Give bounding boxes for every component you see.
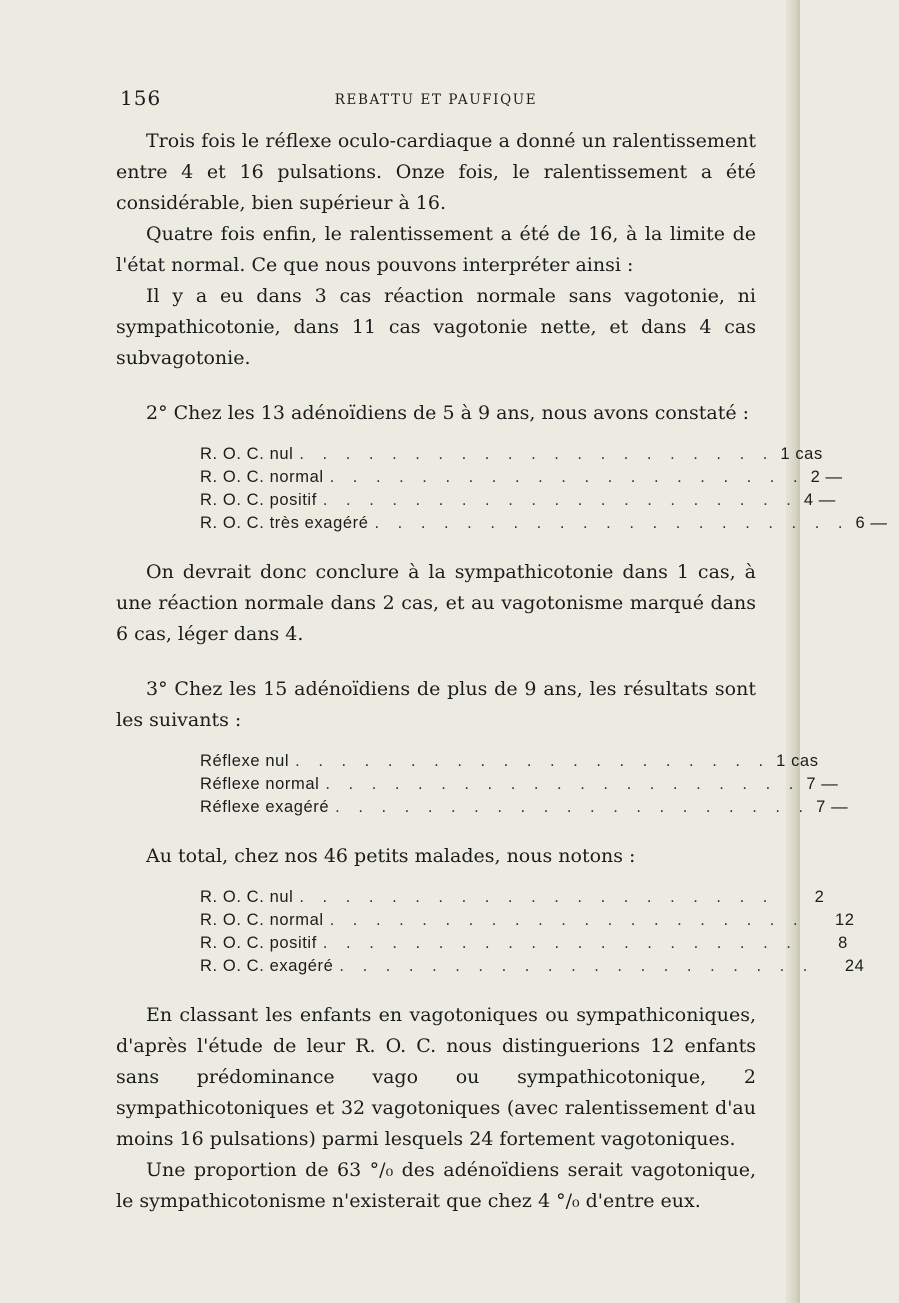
leader-dots: . . . . . . . . . . . . . . . . . . . . .: [322, 491, 798, 509]
paragraph: En classant les enfants en vagotoniques ou sympathiconiques, d'après l'étude de leur R. O. C. nous distinguerions 12 enfants sans prédominance vago ou sympathicotonique, 2 sympathicotoniques et 32 vagotoniques (avec ralentissement d'au moins 16 pulsations) parmi lesquels 24 fortement vagotoniques.: [116, 1004, 756, 1150]
leader-dots: . . . . . . . . . . . . . . . . . . . . .: [325, 775, 801, 793]
list-item-label: R. O. C. positif: [200, 934, 317, 952]
paragraph: Trois fois le réflexe oculo-cardiaque a donné un ralentissement entre 4 et 16 pulsations. Onze fois, le ralentissement a été considérable, bien supérieur à 16.: [116, 130, 756, 214]
list-item-label: Réflexe exagéré: [200, 798, 330, 816]
list-item: [200, 886, 825, 909]
list-item: [200, 932, 848, 955]
list-item-label: Réflexe nul: [200, 752, 290, 770]
paragraph: Il y a eu dans 3 cas réaction normale sans vagotonie, ni sympathicotonie, dans 11 cas vagotonie nette, et dans 4 cas subvagotonie.: [116, 285, 756, 369]
list-item-label: R. O. C. normal: [200, 911, 324, 929]
list-item: [200, 796, 849, 819]
list-item-value: 6 —: [855, 514, 888, 532]
list-item: [200, 750, 819, 773]
list-item-label: R. O. C. nul: [200, 888, 294, 906]
list-item-label: R. O. C. nul: [200, 445, 294, 463]
total-list: [200, 886, 865, 978]
total-intro: Au total, chez nos 46 petits malades, nous notons :: [146, 845, 636, 867]
section-3-list: [200, 750, 849, 819]
paragraph: Une proportion de 63 °/₀ des adénoïdiens serait vagotonique, le sympathicotonisme n'existerait que chez 4 °/₀ d'entre eux.: [116, 1159, 756, 1212]
list-item-value: 4 —: [803, 491, 836, 509]
list-item-label: R. O. C. très exagéré: [200, 514, 369, 532]
list-item-value: 1 cas: [780, 445, 823, 463]
list-item-value: 2 —: [810, 468, 843, 486]
list-item: [200, 773, 839, 796]
section-2-conclusion: On devrait donc conclure à la sympathicotonie dans 1 cas, à une réaction normale dans 2 cas, et au vagotonisme marqué dans 6 cas, léger dans 4.: [116, 561, 756, 645]
running-title: REBATTU ET PAUFIQUE: [334, 92, 538, 108]
body-text: [116, 126, 888, 1217]
leader-dots: . . . . . . . . . . . . . . . . . . . . .: [299, 445, 775, 463]
leader-dots: . . . . . . . . . . . . . . . . . . . . .: [339, 957, 815, 975]
leader-dots: . . . . . . . . . . . . . . . . . . . . .: [335, 798, 811, 816]
section-2-intro: 2° Chez les 13 adénoïdiens de 5 à 9 ans, nous avons constaté :: [146, 402, 750, 424]
page-number: 156: [120, 86, 162, 110]
list-item-value: 12: [835, 911, 855, 929]
list-item-value: 24: [844, 957, 865, 975]
page-header: [116, 78, 756, 112]
list-item-value: 1 cas: [776, 752, 819, 770]
list-item-value: 7 —: [816, 798, 849, 816]
list-item: [200, 955, 865, 978]
list-item: [200, 909, 855, 932]
leader-dots: . . . . . . . . . . . . . . . . . . . . .: [329, 911, 805, 929]
list-item: [200, 489, 836, 512]
list-item-label: R. O. C. exagéré: [200, 957, 334, 975]
section-3-intro: 3° Chez les 15 adénoïdiens de plus de 9 ans, les résultats sont les suivants :: [116, 678, 756, 731]
leader-dots: . . . . . . . . . . . . . . . . . . . . .: [295, 752, 771, 770]
list-item: [200, 512, 888, 535]
paragraph: Quatre fois enfin, le ralentissement a été de 16, à la limite de l'état normal. Ce que nous pouvons interpréter ainsi :: [116, 223, 756, 276]
list-item-label: Réflexe normal: [200, 775, 320, 793]
list-item-value: 7 —: [806, 775, 839, 793]
list-item-value: 2: [814, 888, 825, 906]
list-item-label: R. O. C. positif: [200, 491, 317, 509]
leader-dots: . . . . . . . . . . . . . . . . . . . . .: [329, 468, 805, 486]
section-2-list: [200, 443, 888, 535]
leader-dots: . . . . . . . . . . . . . . . . . . . . .: [299, 888, 775, 906]
leader-dots: . . . . . . . . . . . . . . . . . . . . .: [322, 934, 798, 952]
list-item-label: R. O. C. normal: [200, 468, 324, 486]
list-item: [200, 466, 843, 489]
book-page: [116, 78, 888, 1217]
page-edge-shadow: [786, 0, 800, 1303]
list-item-value: 8: [838, 934, 848, 952]
list-item: [200, 443, 823, 466]
leader-dots: . . . . . . . . . . . . . . . . . . . . .: [374, 514, 850, 532]
